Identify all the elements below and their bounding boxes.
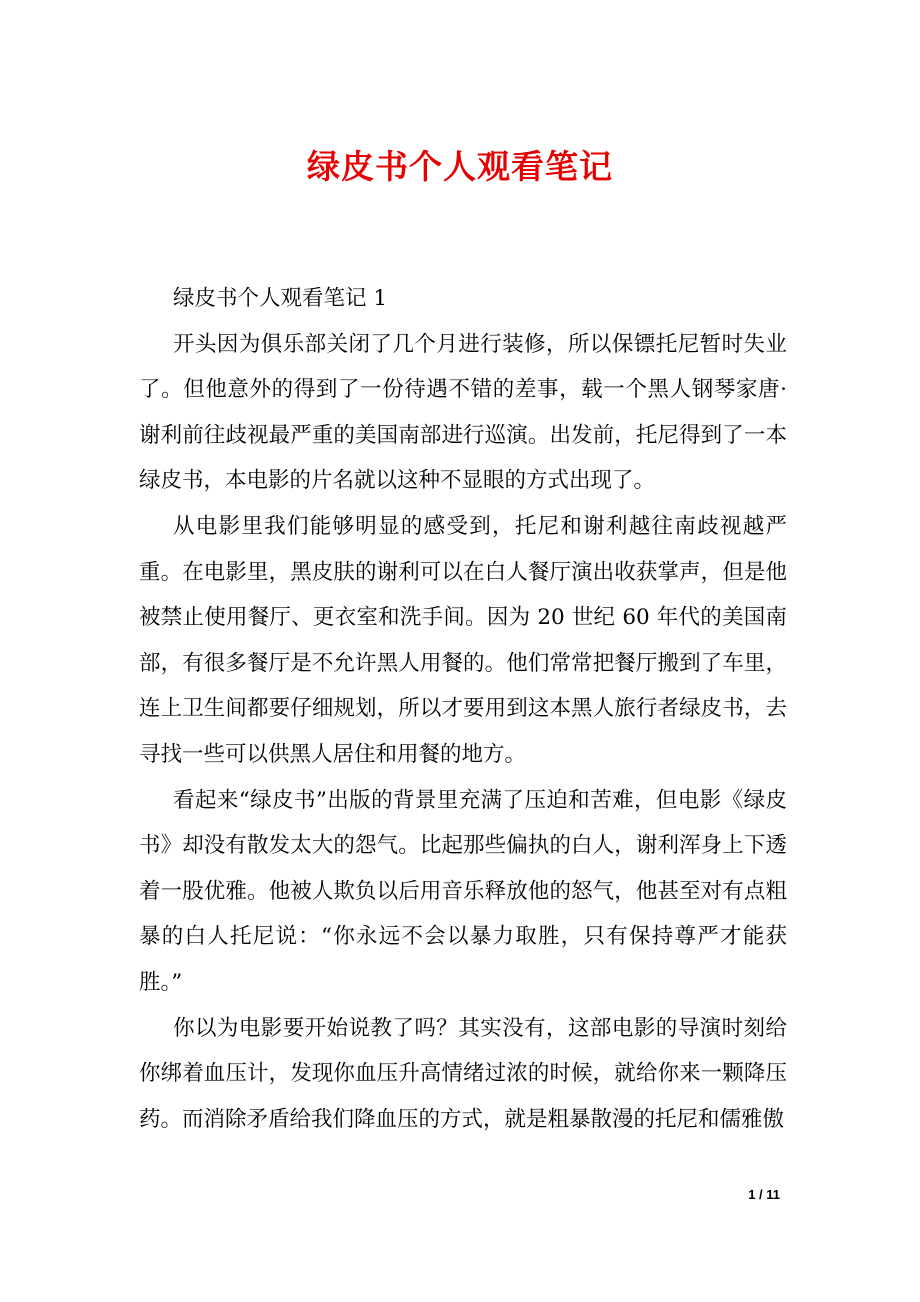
page-number: 1 / 11 — [748, 1187, 780, 1202]
paragraph-2: 从电影里我们能够明显的感受到，托尼和谢利越往南歧视越严重。在电影里，黑皮肤的谢利可以在白人餐厅演出收获掌声，但是他被禁止使用餐厅、更衣室和洗手间。因为 20 世纪 60 年代的美国南部，有很多餐厅是不允许黑人用餐的。他们常常把餐厅搬到了车里，连上卫生间都要仔细规划，所以才要用到这本黑人旅行者绿皮书，去寻找一些可以供黑人居住和用餐的地方。 — [139, 513, 787, 767]
document-body — [139, 276, 787, 1142]
document-title: 绿皮书个人观看笔记 — [307, 147, 613, 186]
paragraph-4: 你以为电影要开始说教了吗？其实没有，这部电影的导演时刻给你绑着血压计，发现你血压升高情绪过浓的时候，就给你来一颗降压药。而消除矛盾给我们降血压的方式，就是粗暴散漫的托尼和儒雅傲 — [139, 1015, 787, 1132]
paragraph-1: 开头因为俱乐部关闭了几个月进行装修，所以保镖托尼暂时失业了。但他意外的得到了一份待遇不错的差事，载一个黑人钢琴家唐·谢利前往歧视最严重的美国南部进行巡演。出发前，托尼得到了一本绿皮书，本电影的片名就以这种不显眼的方式出现了。 — [139, 331, 787, 494]
paragraph-3: 看起来“绿皮书”出版的背景里充满了压迫和苦难，但电影《绿皮书》却没有散发太大的怨气。比起那些偏执的白人，谢利浑身上下透着一股优雅。他被人欺负以后用音乐释放他的怒气，他甚至对有点粗暴的白人托尼说：“你永远不会以暴力取胜，只有保持尊严才能获胜。” — [139, 787, 787, 995]
paragraph-subtitle: 绿皮书个人观看笔记 1 — [173, 286, 388, 311]
